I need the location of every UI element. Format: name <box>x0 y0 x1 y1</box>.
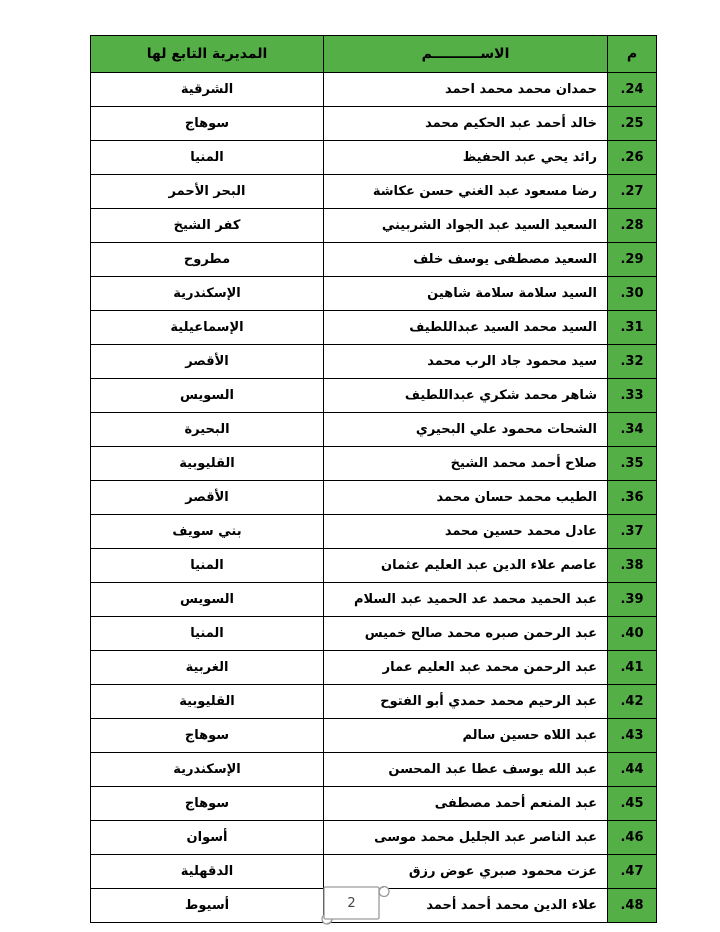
cell-serial: .47 <box>608 855 657 889</box>
cell-name: عبد الحميد محمد عد الحميد عبد السلام <box>324 583 608 617</box>
table-header <box>91 36 657 73</box>
cell-name: رضا مسعود عبد الغني حسن عكاشة <box>324 175 608 209</box>
cell-serial: .42 <box>608 685 657 719</box>
page-number-scroll <box>318 881 394 927</box>
cell-serial: .40 <box>608 617 657 651</box>
table-row <box>91 73 657 107</box>
cell-directorate: الشرقية <box>91 73 324 107</box>
cell-directorate: المنيا <box>91 141 324 175</box>
cell-serial: .33 <box>608 379 657 413</box>
cell-directorate: القليوبية <box>91 447 324 481</box>
cell-serial: .41 <box>608 651 657 685</box>
cell-directorate: الإسكندرية <box>91 753 324 787</box>
table-row <box>91 413 657 447</box>
cell-directorate: سوهاج <box>91 107 324 141</box>
cell-directorate: المنيا <box>91 549 324 583</box>
cell-serial: .24 <box>608 73 657 107</box>
header-name: الاســــــــــم <box>324 36 608 73</box>
cell-name: السعيد السيد عبد الجواد الشربيني <box>324 209 608 243</box>
cell-name: عبد الرحمن صبره محمد صالح خميس <box>324 617 608 651</box>
cell-name: علاء الدين محمد أحمد أحمد <box>324 889 608 923</box>
cell-name: خالد أحمد عبد الحكيم محمد <box>324 107 608 141</box>
cell-serial: .30 <box>608 277 657 311</box>
cell-name: عبد المنعم أحمد مصطفى <box>324 787 608 821</box>
cell-serial: .36 <box>608 481 657 515</box>
cell-directorate: أسيوط <box>91 889 324 923</box>
cell-directorate: كفر الشيخ <box>91 209 324 243</box>
cell-directorate: المنيا <box>91 617 324 651</box>
page-number: 2 <box>347 895 356 911</box>
cell-name: عبد الله يوسف عطا عبد المحسن <box>324 753 608 787</box>
cell-serial: .38 <box>608 549 657 583</box>
roster-table <box>90 35 657 923</box>
table-row <box>91 379 657 413</box>
cell-serial: .34 <box>608 413 657 447</box>
table-row <box>91 447 657 481</box>
cell-directorate: البحيرة <box>91 413 324 447</box>
cell-directorate: بني سويف <box>91 515 324 549</box>
table-row <box>91 141 657 175</box>
cell-directorate: الإسكندرية <box>91 277 324 311</box>
cell-serial: .27 <box>608 175 657 209</box>
cell-name: عبد الرحيم محمد حمدي أبو الفتوح <box>324 685 608 719</box>
cell-name: صلاح أحمد محمد الشيخ <box>324 447 608 481</box>
cell-serial: .46 <box>608 821 657 855</box>
table-row <box>91 209 657 243</box>
cell-directorate: الإسماعيلية <box>91 311 324 345</box>
cell-name: السيد محمد السيد عبداللطيف <box>324 311 608 345</box>
cell-serial: .26 <box>608 141 657 175</box>
cell-directorate: مطروح <box>91 243 324 277</box>
table-row <box>91 515 657 549</box>
table-body <box>91 73 657 923</box>
cell-serial: .37 <box>608 515 657 549</box>
table-row <box>91 753 657 787</box>
cell-directorate: أسوان <box>91 821 324 855</box>
cell-name: الطيب محمد حسان محمد <box>324 481 608 515</box>
header-row <box>91 36 657 73</box>
table-row <box>91 277 657 311</box>
cell-serial: .29 <box>608 243 657 277</box>
cell-directorate: السويس <box>91 583 324 617</box>
cell-directorate: سوهاج <box>91 719 324 753</box>
header-serial: م <box>608 36 657 73</box>
cell-directorate: السويس <box>91 379 324 413</box>
table-row <box>91 583 657 617</box>
cell-name: عادل محمد حسين محمد <box>324 515 608 549</box>
cell-directorate: الأقصر <box>91 345 324 379</box>
table-row <box>91 549 657 583</box>
cell-directorate: القليوبية <box>91 685 324 719</box>
table-row <box>91 787 657 821</box>
cell-directorate: الدقهلية <box>91 855 324 889</box>
cell-name: عزت محمود صبري عوض رزق <box>324 855 608 889</box>
cell-serial: .31 <box>608 311 657 345</box>
cell-serial: .48 <box>608 889 657 923</box>
cell-directorate: سوهاج <box>91 787 324 821</box>
table-row <box>91 617 657 651</box>
table-row <box>91 107 657 141</box>
cell-serial: .32 <box>608 345 657 379</box>
table-row <box>91 345 657 379</box>
cell-name: رائد يحي عبد الحفيظ <box>324 141 608 175</box>
cell-serial: .35 <box>608 447 657 481</box>
table-row <box>91 821 657 855</box>
cell-name: الشحات محمود علي البحيري <box>324 413 608 447</box>
cell-serial: .25 <box>608 107 657 141</box>
table-row <box>91 719 657 753</box>
cell-name: عبد الرحمن محمد عبد العليم عمار <box>324 651 608 685</box>
cell-name: شاهر محمد شكري عبداللطيف <box>324 379 608 413</box>
table-row <box>91 175 657 209</box>
cell-name: السعيد مصطفى يوسف خلف <box>324 243 608 277</box>
cell-directorate: الأقصر <box>91 481 324 515</box>
cell-name: عبد اللاه حسين سالم <box>324 719 608 753</box>
header-directorate: المديرية التابع لها <box>91 36 324 73</box>
cell-serial: .28 <box>608 209 657 243</box>
table-row <box>91 651 657 685</box>
cell-serial: .39 <box>608 583 657 617</box>
cell-serial: .45 <box>608 787 657 821</box>
cell-name: عاصم علاء الدين عبد العليم عثمان <box>324 549 608 583</box>
table-row <box>91 311 657 345</box>
cell-serial: .44 <box>608 753 657 787</box>
cell-name: عبد الناصر عبد الجليل محمد موسى <box>324 821 608 855</box>
cell-name: سيد محمود جاد الرب محمد <box>324 345 608 379</box>
cell-directorate: الغربية <box>91 651 324 685</box>
table-row <box>91 481 657 515</box>
cell-name: حمدان محمد محمد احمد <box>324 73 608 107</box>
table-row <box>91 685 657 719</box>
table-row <box>91 243 657 277</box>
cell-directorate: البحر الأحمر <box>91 175 324 209</box>
cell-name: السيد سلامة سلامة شاهين <box>324 277 608 311</box>
cell-serial: .43 <box>608 719 657 753</box>
